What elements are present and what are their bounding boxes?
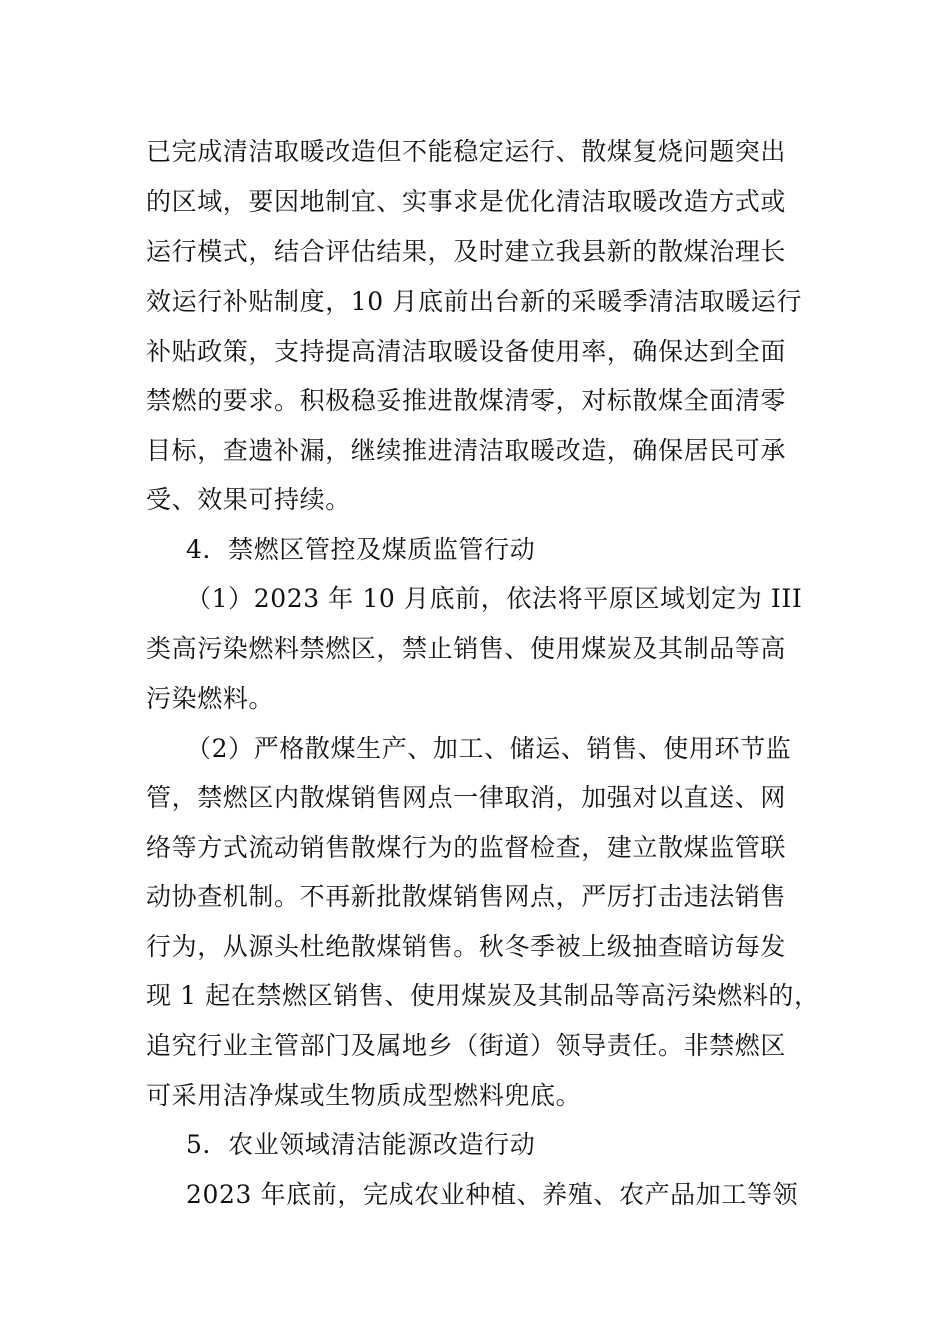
text-line-19: 追究行业主管部门及属地乡（街道）领导责任。非禁燃区	[146, 1031, 787, 1060]
text-line-14: 管，禁燃区内散煤销售网点一律取消，加强对以直送、网	[146, 783, 787, 812]
text-line-13: （2）严格散煤生产、加工、储运、销售、使用环节监	[186, 734, 792, 763]
text-line-6: 禁燃的要求。积极稳妥推进散煤清零，对标散煤全面清零	[146, 386, 787, 415]
text-line-22: 2023 年底前，完成农业种植、养殖、农产品加工等领	[186, 1180, 799, 1209]
text-line-10: （1）2023 年 10 月底前，依法将平原区域划定为 III	[186, 584, 803, 613]
text-line-1: 已完成清洁取暖改造但不能稳定运行、散煤复烧问题突出	[146, 137, 787, 166]
section-heading-4: 4．禁燃区管控及煤质监管行动	[186, 535, 536, 564]
text-line-5: 补贴政策，支持提高清洁取暖设备使用率，确保达到全面	[146, 337, 787, 366]
text-line-16: 动协查机制。不再新批散煤销售网点，严厉打击违法销售	[146, 882, 787, 911]
text-line-8: 受、效果可持续。	[146, 485, 351, 514]
text-line-2: 的区域，要因地制宜、实事求是优化清洁取暖改造方式或	[146, 187, 787, 216]
text-line-12: 污染燃料。	[146, 684, 275, 713]
text-line-3: 运行模式，结合评估结果，及时建立我县新的散煤治理长	[146, 237, 787, 266]
text-line-11: 类高污染燃料禁燃区，禁止销售、使用煤炭及其制品等高	[146, 634, 787, 663]
text-line-15: 络等方式流动销售散煤行为的监督检查，建立散煤监管联	[146, 833, 787, 862]
text-line-4: 效运行补贴制度，10 月底前出台新的采暖季清洁取暖运行	[146, 287, 802, 316]
text-line-20: 可采用洁净煤或生物质成型燃料兜底。	[146, 1081, 582, 1110]
text-line-7: 目标，查遗补漏，继续推进清洁取暖改造，确保居民可承	[146, 436, 787, 465]
text-line-18: 现 1 起在禁燃区销售、使用煤炭及其制品等高污染燃料的，	[146, 981, 820, 1010]
text-line-17: 行为，从源头杜绝散煤销售。秋冬季被上级抽查暗访每发	[146, 932, 787, 961]
section-heading-5: 5．农业领域清洁能源改造行动	[186, 1130, 536, 1159]
